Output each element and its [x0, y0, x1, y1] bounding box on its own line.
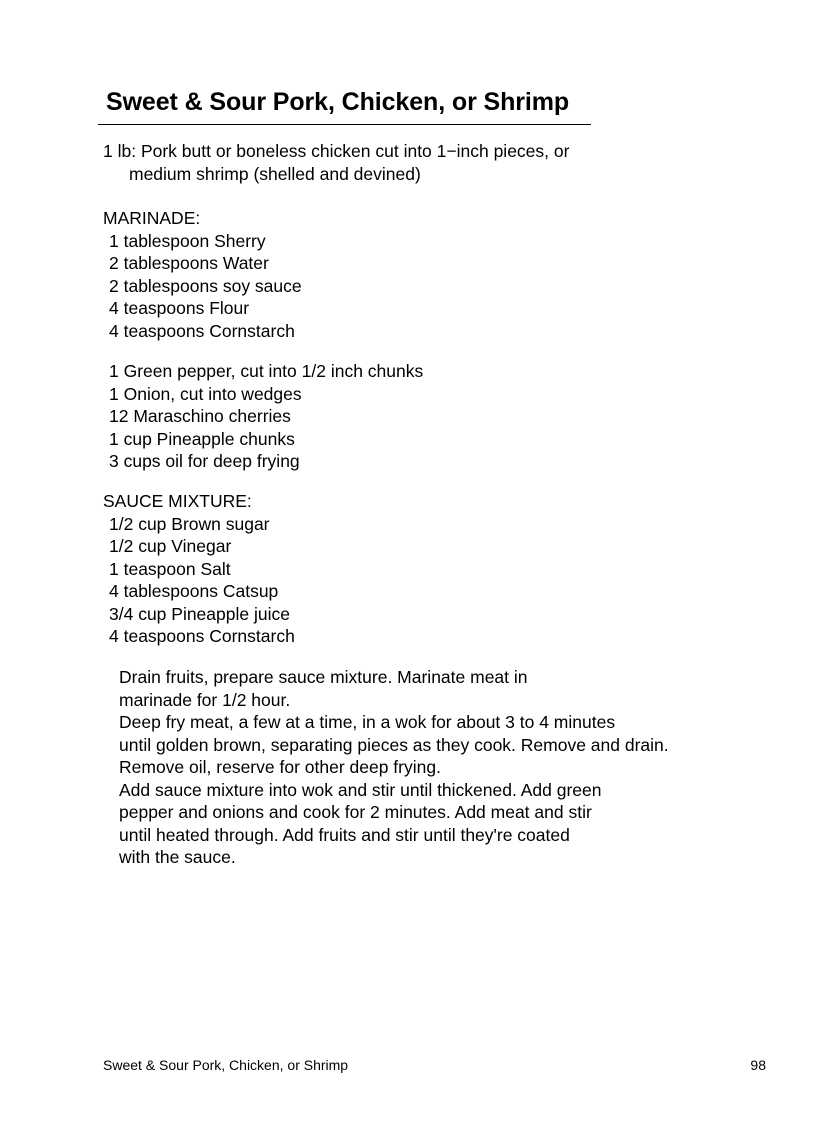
- direction-line: marinade for 1/2 hour.: [119, 689, 291, 710]
- direction-line: until golden brown, separating pieces as they cook. Remove and drain.: [119, 734, 669, 755]
- title-underline: [98, 124, 591, 125]
- ingredient-item: 4 teaspoons Cornstarch: [109, 626, 295, 646]
- ingredient-item: 1 Onion, cut into wedges: [109, 383, 302, 404]
- direction-line: Deep fry meat, a few at a time, in a wok for about 3 to 4 minutes: [119, 712, 616, 732]
- ingredient-item: 4 teaspoons Flour: [109, 298, 250, 318]
- intro-line: medium shrimp (shelled and devined): [129, 163, 421, 184]
- marinade-section: [103, 207, 302, 342]
- direction-line: Remove oil, reserve for other deep frying.: [119, 757, 441, 777]
- ingredient-item: 1/2 cup Brown sugar: [109, 513, 270, 534]
- ingredient-item: 2 tablespoons soy sauce: [109, 275, 302, 296]
- direction-line: Add sauce mixture into wok and stir until thickened. Add green: [119, 779, 602, 800]
- ingredient-item: 4 teaspoons Cornstarch: [109, 320, 295, 341]
- sauce-mixture-heading: SAUCE MIXTURE:: [103, 491, 252, 511]
- marinade-heading: MARINADE:: [103, 208, 201, 228]
- intro-block: [103, 140, 569, 185]
- direction-line: with the sauce.: [119, 847, 236, 867]
- intro-line: 1 lb: Pork butt or boneless chicken cut into 1−inch pieces, or: [103, 141, 570, 161]
- recipe-title: Sweet & Sour Pork, Chicken, or Shrimp: [106, 88, 570, 116]
- ingredient-item: 1 tablespoon Sherry: [109, 230, 266, 251]
- ingredient-item: 3/4 cup Pineapple juice: [109, 603, 290, 624]
- directions-section: [119, 666, 669, 869]
- direction-line: pepper and onions and cook for 2 minutes. Add meat and stir: [119, 802, 592, 822]
- sauce-mixture-section: [103, 490, 295, 648]
- direction-line: Drain fruits, prepare sauce mixture. Marinate meat in: [119, 667, 528, 687]
- ingredient-item: 3 cups oil for deep frying: [109, 451, 300, 471]
- ingredient-item: 1 cup Pineapple chunks: [109, 428, 295, 449]
- ingredient-item: 12 Maraschino cherries: [109, 406, 291, 426]
- ingredient-item: 1 teaspoon Salt: [109, 558, 231, 579]
- direction-line: until heated through. Add fruits and stir until they're coated: [119, 824, 570, 845]
- page-number: 98: [750, 1057, 766, 1073]
- ingredient-item: 1/2 cup Vinegar: [109, 536, 232, 556]
- vegetables-section: [109, 360, 423, 473]
- ingredient-item: 2 tablespoons Water: [109, 253, 269, 273]
- footer-title: Sweet & Sour Pork, Chicken, or Shrimp: [103, 1057, 349, 1073]
- ingredient-item: 4 tablespoons Catsup: [109, 581, 279, 601]
- ingredient-item: 1 Green pepper, cut into 1/2 inch chunks: [109, 361, 424, 381]
